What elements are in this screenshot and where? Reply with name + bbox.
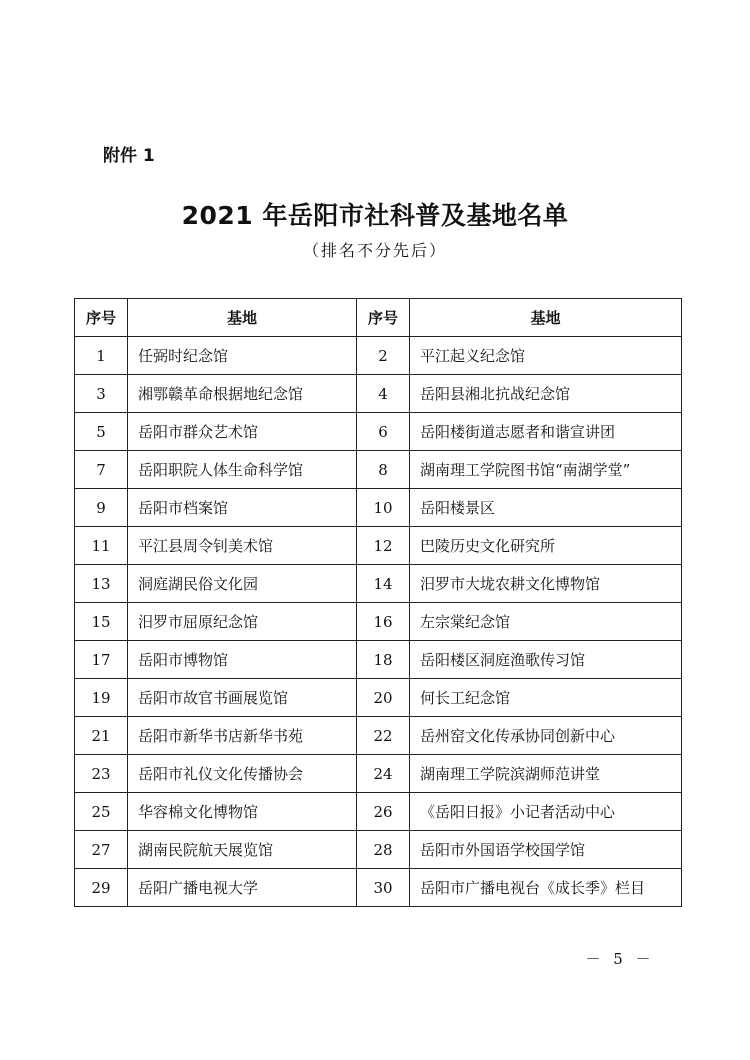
row-seq-number: 19 bbox=[75, 679, 128, 717]
row-seq-number: 4 bbox=[357, 375, 410, 413]
row-seq-number: 23 bbox=[75, 755, 128, 793]
table-row bbox=[75, 565, 682, 603]
table-row bbox=[75, 755, 682, 793]
row-base-name: 汨罗市大垅农耕文化博物馆 bbox=[410, 565, 682, 603]
document-title: 2021 年岳阳市社科普及基地名单 bbox=[181, 201, 569, 230]
table-body bbox=[75, 337, 682, 907]
row-seq-number: 24 bbox=[357, 755, 410, 793]
row-seq-number: 14 bbox=[357, 565, 410, 603]
row-base-name: 洞庭湖民俗文化园 bbox=[128, 565, 357, 603]
row-base-name: 岳阳楼景区 bbox=[410, 489, 682, 527]
row-base-name: 湖南理工学院图书馆“南湖学堂” bbox=[410, 451, 682, 489]
table-row bbox=[75, 831, 682, 869]
page-number: － 5 － bbox=[585, 950, 655, 968]
header-base-left: 基地 bbox=[128, 299, 357, 337]
row-base-name: 汨罗市屈原纪念馆 bbox=[128, 603, 357, 641]
table-row bbox=[75, 869, 682, 907]
row-seq-number: 7 bbox=[75, 451, 128, 489]
row-seq-number: 21 bbox=[75, 717, 128, 755]
row-base-name: 岳阳市档案馆 bbox=[128, 489, 357, 527]
row-base-name: 岳阳楼区洞庭渔歌传习馆 bbox=[410, 641, 682, 679]
row-base-name: 岳阳职院人体生命科学馆 bbox=[128, 451, 357, 489]
table-row bbox=[75, 413, 682, 451]
row-base-name: 岳阳市广播电视台《成长季》栏目 bbox=[410, 869, 682, 907]
document-subtitle: （排名不分先后） bbox=[302, 241, 447, 260]
row-base-name: 岳州窑文化传承协同创新中心 bbox=[410, 717, 682, 755]
row-seq-number: 13 bbox=[75, 565, 128, 603]
row-seq-number: 28 bbox=[357, 831, 410, 869]
table-row bbox=[75, 527, 682, 565]
row-seq-number: 2 bbox=[357, 337, 410, 375]
row-seq-number: 15 bbox=[75, 603, 128, 641]
table-row bbox=[75, 489, 682, 527]
row-seq-number: 5 bbox=[75, 413, 128, 451]
row-seq-number: 17 bbox=[75, 641, 128, 679]
row-seq-number: 9 bbox=[75, 489, 128, 527]
row-seq-number: 16 bbox=[357, 603, 410, 641]
row-seq-number: 10 bbox=[357, 489, 410, 527]
row-seq-number: 6 bbox=[357, 413, 410, 451]
row-base-name: 岳阳市群众艺术馆 bbox=[128, 413, 357, 451]
row-seq-number: 30 bbox=[357, 869, 410, 907]
row-base-name: 岳阳市博物馆 bbox=[128, 641, 357, 679]
header-seq-left: 序号 bbox=[75, 299, 128, 337]
row-base-name: 任弼时纪念馆 bbox=[128, 337, 357, 375]
row-seq-number: 22 bbox=[357, 717, 410, 755]
header-base-right: 基地 bbox=[410, 299, 682, 337]
row-seq-number: 3 bbox=[75, 375, 128, 413]
row-seq-number: 20 bbox=[357, 679, 410, 717]
row-base-name: 岳阳楼街道志愿者和谐宣讲团 bbox=[410, 413, 682, 451]
table-row bbox=[75, 717, 682, 755]
row-base-name: 湘鄂赣革命根据地纪念馆 bbox=[128, 375, 357, 413]
row-base-name: 华容棉文化博物馆 bbox=[128, 793, 357, 831]
row-seq-number: 18 bbox=[357, 641, 410, 679]
row-base-name: 左宗棠纪念馆 bbox=[410, 603, 682, 641]
table-row bbox=[75, 641, 682, 679]
row-base-name: 岳阳市新华书店新华书苑 bbox=[128, 717, 357, 755]
table-row bbox=[75, 451, 682, 489]
row-base-name: 湖南理工学院滨湖师范讲堂 bbox=[410, 755, 682, 793]
row-base-name: 湖南民院航天展览馆 bbox=[128, 831, 357, 869]
row-seq-number: 27 bbox=[75, 831, 128, 869]
table-row bbox=[75, 375, 682, 413]
table-row bbox=[75, 679, 682, 717]
table-header-row bbox=[75, 299, 682, 337]
row-seq-number: 12 bbox=[357, 527, 410, 565]
row-seq-number: 1 bbox=[75, 337, 128, 375]
base-list-table bbox=[74, 298, 682, 907]
row-seq-number: 26 bbox=[357, 793, 410, 831]
row-seq-number: 25 bbox=[75, 793, 128, 831]
row-base-name: 岳阳市外国语学校国学馆 bbox=[410, 831, 682, 869]
row-base-name: 岳阳市故官书画展览馆 bbox=[128, 679, 357, 717]
row-seq-number: 8 bbox=[357, 451, 410, 489]
row-base-name: 《岳阳日报》小记者活动中心 bbox=[410, 793, 682, 831]
header-seq-right: 序号 bbox=[357, 299, 410, 337]
row-seq-number: 11 bbox=[75, 527, 128, 565]
table-row bbox=[75, 603, 682, 641]
row-base-name: 何长工纪念馆 bbox=[410, 679, 682, 717]
row-base-name: 岳阳广播电视大学 bbox=[128, 869, 357, 907]
row-base-name: 岳阳县湘北抗战纪念馆 bbox=[410, 375, 682, 413]
row-base-name: 岳阳市礼仪文化传播协会 bbox=[128, 755, 357, 793]
row-base-name: 平江县周令钊美术馆 bbox=[128, 527, 357, 565]
row-base-name: 平江起义纪念馆 bbox=[410, 337, 682, 375]
row-base-name: 巴陵历史文化研究所 bbox=[410, 527, 682, 565]
table-row bbox=[75, 793, 682, 831]
row-seq-number: 29 bbox=[75, 869, 128, 907]
attachment-label: 附件 1 bbox=[103, 146, 155, 166]
table-row bbox=[75, 337, 682, 375]
